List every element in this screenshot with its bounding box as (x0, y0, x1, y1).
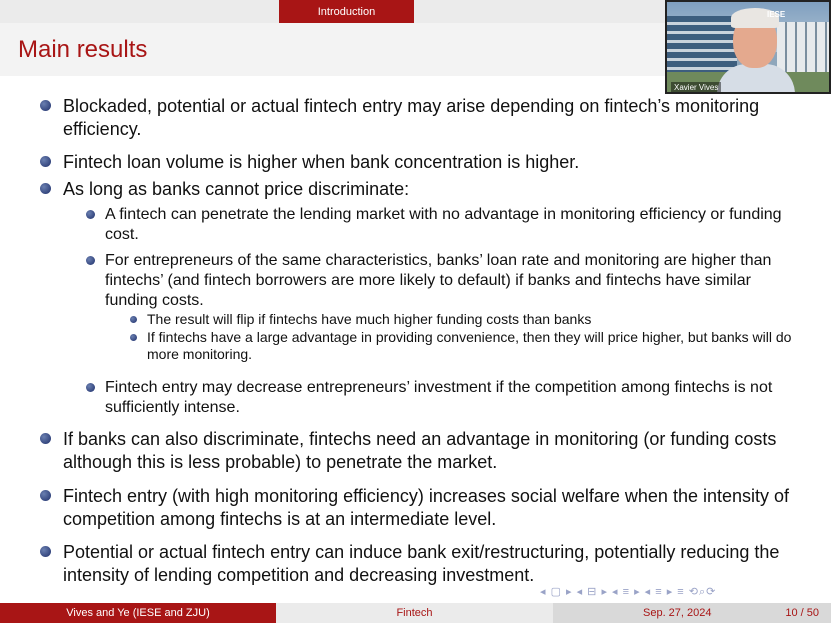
footer-date-page (553, 603, 831, 623)
footer-page-number: 10 / 50 (785, 607, 819, 619)
bullet-item-1: Blockaded, potential or actual fintech entry may arise depending on fintech’s monitoring efficiency. (63, 96, 760, 139)
bullet-dot (40, 546, 51, 557)
video-background-building (667, 16, 737, 72)
sub-sub-bullet-dot (130, 316, 137, 323)
sub-bullet-item-3-2: For entrepreneurs of the same characteristics, banks’ loan rate and monitoring are higher than fintechs’ (and fintech borrowers are more likely to default) if banks and fintechs have similar funding costs. (105, 252, 772, 309)
bullet-item-2: Fintech loan volume is higher when bank concentration is higher. (63, 152, 580, 172)
bullet-dot (40, 100, 51, 111)
bullet-dot (40, 156, 51, 167)
bullet-dot (40, 433, 51, 444)
sub-bullet-dot (86, 256, 95, 265)
bullet-item-6: Potential or actual fintech entry can induce bank exit/restructuring, potentially reducing the intensity of lending competition and decreasing investment. (63, 542, 780, 585)
sub-bullet-dot (86, 210, 95, 219)
sub-bullet-item-3-3: Fintech entry may decrease entrepreneurs’ investment if the competition among fintechs is not sufficiently intense. (105, 379, 773, 416)
bullet-dot (40, 183, 51, 194)
footer-short-title: Fintech (276, 603, 553, 623)
sub-bullet-item-3-1: A fintech can penetrate the lending market with no advantage in monitoring efficiency or funding cost. (105, 206, 782, 243)
video-background-building-right (777, 22, 831, 72)
footer-authors: Vives and Ye (IESE and ZJU) (0, 603, 276, 623)
bullet-item-4: If banks can also discriminate, fintechs need an advantage in monitoring (or funding costs although this is less probable) to penetrate the market. (63, 429, 777, 472)
sub-sub-bullet-item-3-2-2: If fintechs have a large advantage in providing convenience, then they will price higher, but banks will do more monitoring. (147, 329, 792, 362)
footer-date: Sep. 27, 2024 (643, 607, 712, 619)
bullet-item-3: As long as banks cannot price discriminate: (63, 179, 410, 199)
participant-name-label: Xavier Vives (671, 82, 721, 93)
beamer-navigation-controls[interactable]: ◂ ▢ ▸ ◂ ⊟ ▸ ◂ ≡ ▸ ◂ ≡ ▸ ≡ ⟲⌕⟳ (540, 586, 717, 598)
slide-title: Main results (18, 36, 148, 63)
building-logo-text: IESE (767, 10, 786, 19)
slide-footer (0, 603, 831, 623)
sub-sub-bullet-item-3-2-1: The result will flip if fintechs have much higher funding costs than banks (147, 311, 592, 327)
bullet-item-5: Fintech entry (with high monitoring efficiency) increases social welfare when the intensity of competition among fintechs is at an intermediate level. (63, 486, 790, 529)
bullet-dot (40, 490, 51, 501)
sub-bullet-dot (86, 383, 95, 392)
webcam-video-overlay (665, 0, 831, 94)
sub-sub-bullet-dot (130, 334, 137, 341)
section-tab-introduction[interactable]: Introduction (279, 0, 414, 23)
